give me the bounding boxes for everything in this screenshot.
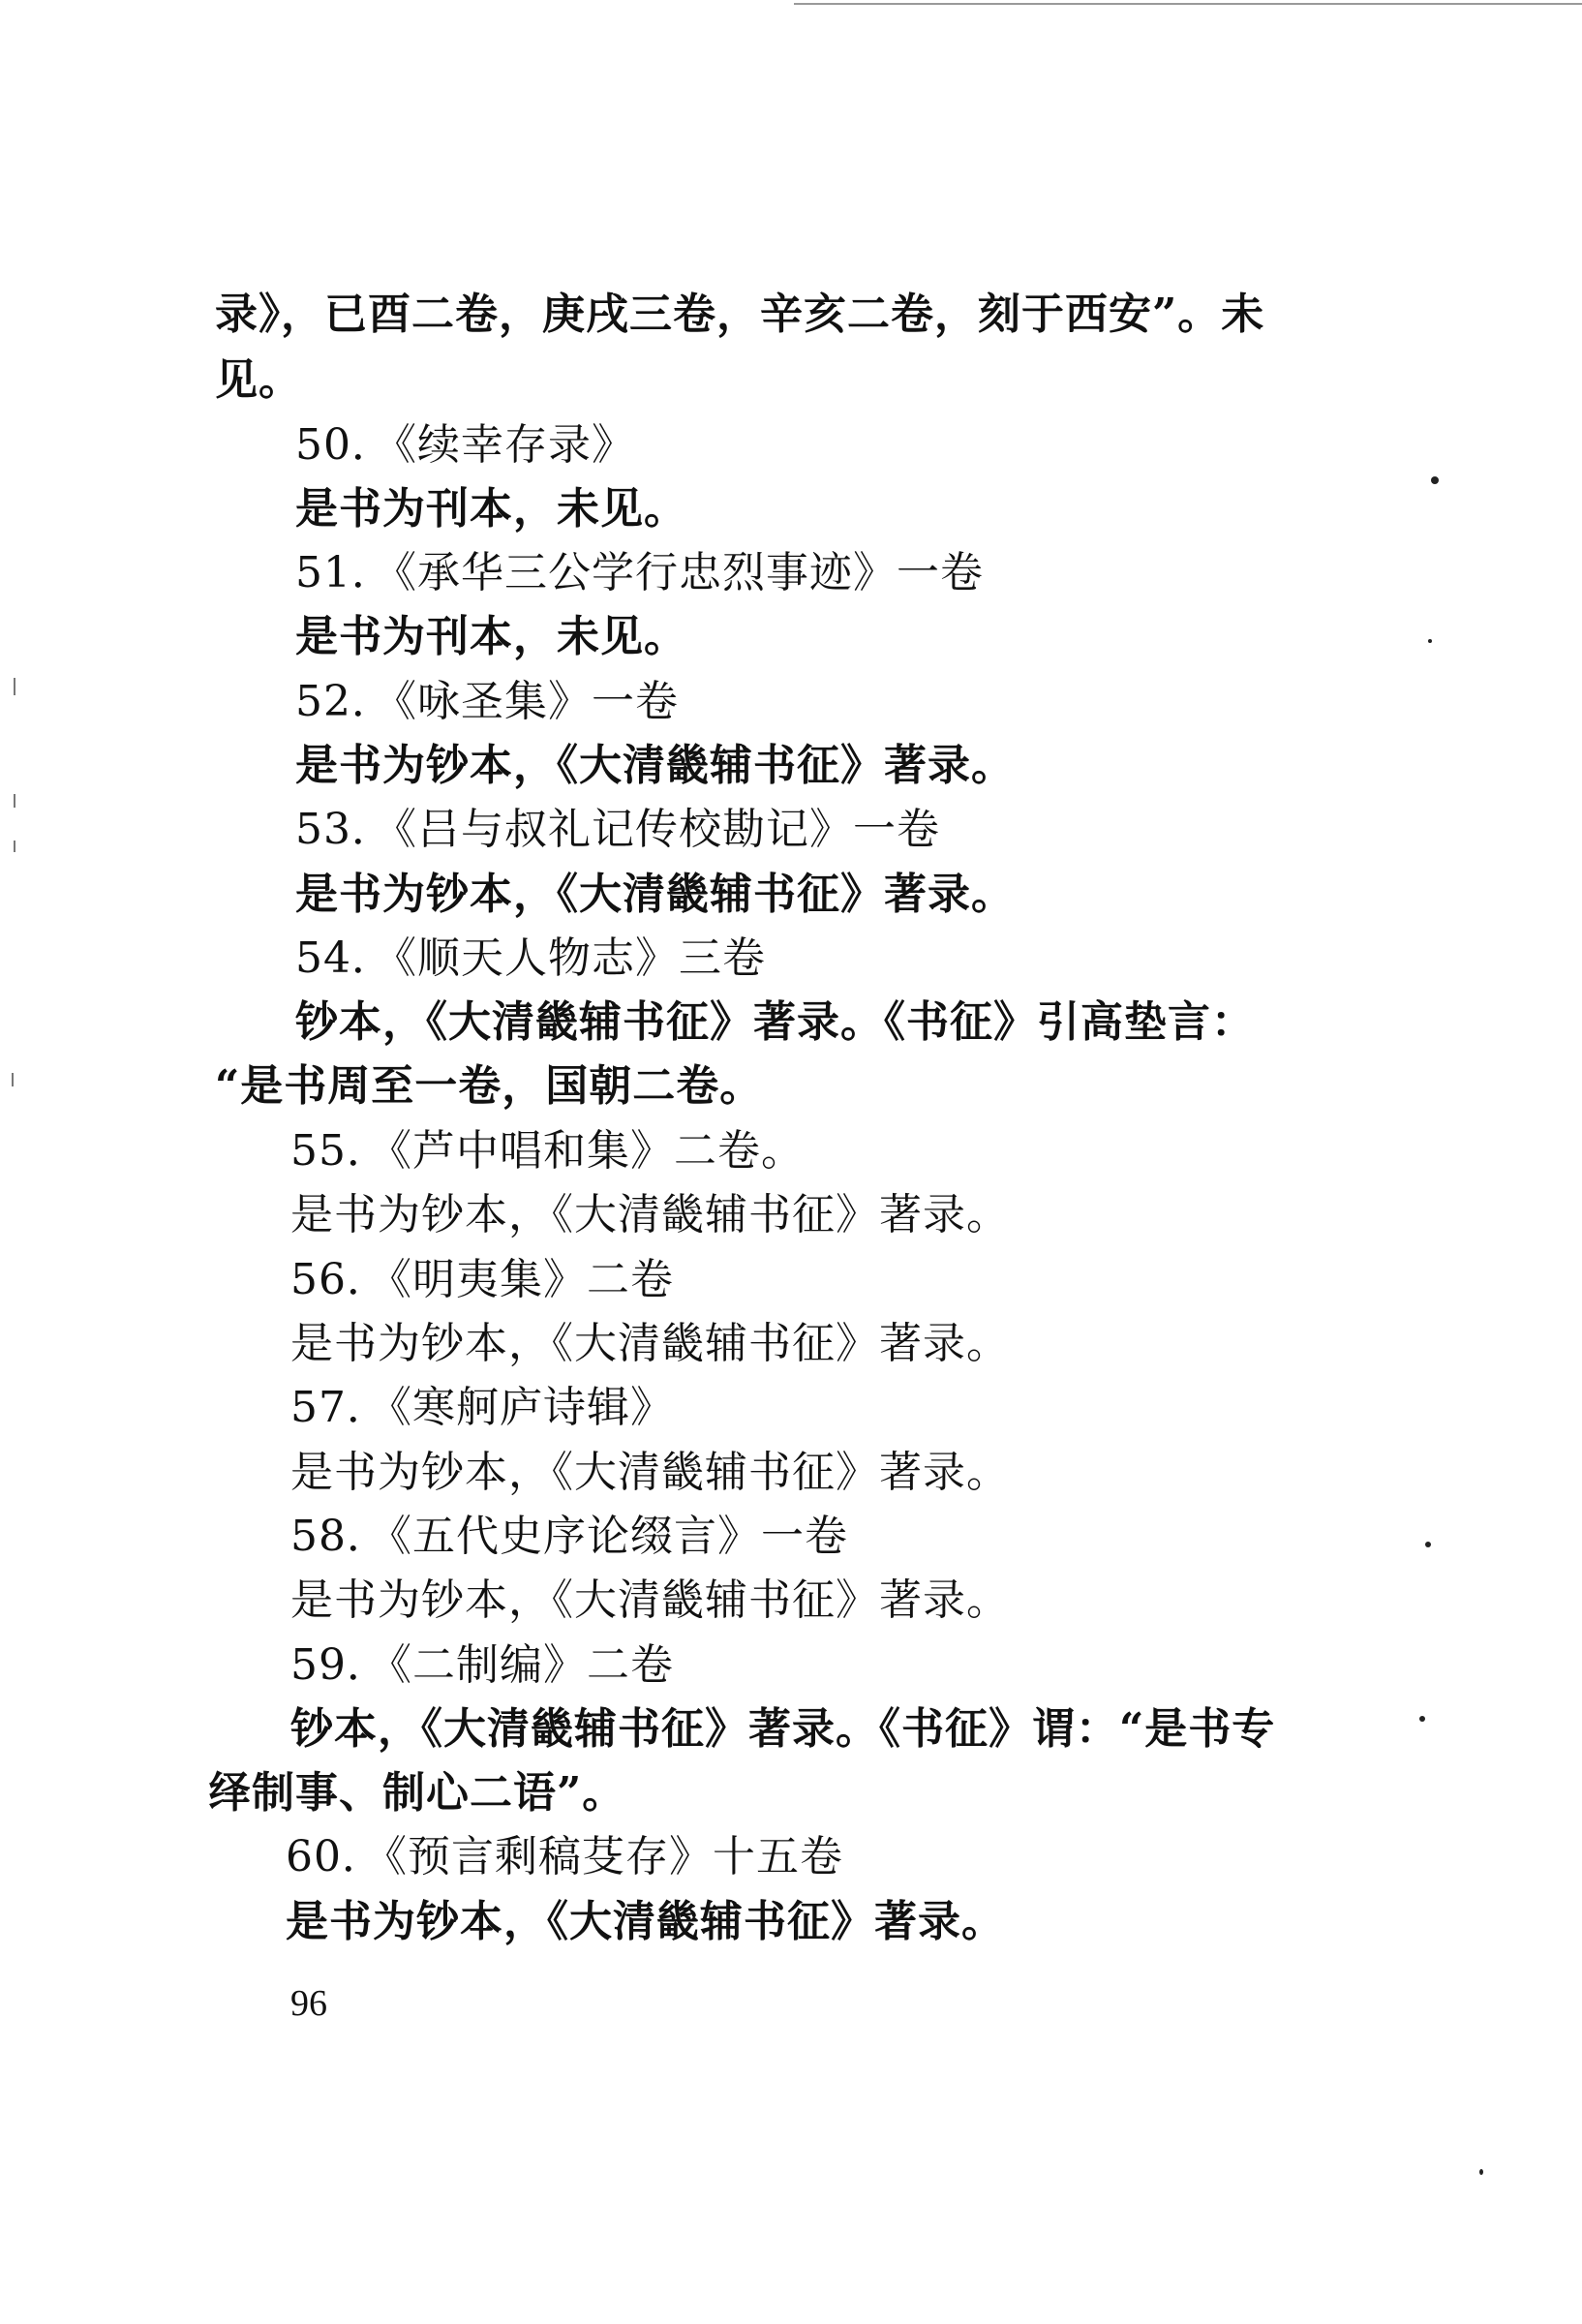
top-rule	[794, 3, 1582, 5]
scan-speck	[1431, 476, 1439, 484]
scan-speck	[1479, 2169, 1483, 2175]
entry-title-60: 60．《预言剩稿芟存》十五卷	[286, 1832, 843, 1881]
entry-title-52: 52．《咏圣集》一卷	[295, 677, 679, 726]
entry-note-57: 是书为钞本，《大清畿辅书征》著录。	[290, 1448, 1010, 1497]
entry-title-59: 59．《二制编》二卷	[290, 1640, 674, 1690]
entry-title-50: 50．《续幸存录》	[295, 420, 635, 470]
margin-mark	[14, 794, 15, 808]
entry-note-55: 是书为钞本，《大清畿辅书征》著录。	[290, 1190, 1010, 1239]
entry-title-57: 57．《寒舸庐诗辑》	[290, 1383, 674, 1432]
margin-mark	[12, 1073, 14, 1086]
entry-note-58: 是书为钞本，《大清畿辅书征》著录。	[290, 1575, 1010, 1625]
entry-note-59-line1: 钞本，《大清畿辅书征》著录。《书征》谓：“是书专	[290, 1704, 1276, 1754]
page-number: 96	[290, 1983, 327, 2024]
entry-note-50: 是书为刊本，未见。	[295, 484, 687, 534]
entry-title-56: 56．《明夷集》二卷	[290, 1255, 674, 1304]
entry-title-53: 53．《吕与叔礼记传校勘记》一卷	[295, 805, 940, 854]
entry-title-58: 58．《五代史序论缀言》一卷	[290, 1512, 848, 1561]
entry-note-51: 是书为刊本，未见。	[295, 612, 687, 661]
scan-speck	[1419, 1716, 1425, 1722]
margin-mark	[14, 841, 15, 852]
entry-note-54-line1: 钞本，《大清畿辅书征》著录。《书征》引高垫言：	[295, 997, 1255, 1047]
entry-note-60: 是书为钞本，《大清畿辅书征》著录。	[286, 1897, 1005, 1946]
text-line-continuation-end: 见。	[215, 355, 302, 405]
text-line-continuation: 录》，已酉二卷，庚戌三卷，辛亥二卷，刻于西安”。未	[215, 290, 1265, 339]
entry-note-52: 是书为钞本，《大清畿辅书征》著录。	[295, 741, 1015, 790]
scan-speck	[1428, 639, 1432, 643]
scan-speck	[1425, 1542, 1431, 1547]
entry-note-56: 是书为钞本，《大清畿辅书征》著录。	[290, 1319, 1010, 1368]
entry-note-59-line2: 绎制事、制心二语”。	[208, 1768, 626, 1818]
entry-note-54-line2: “是书周至一卷，国朝二卷。	[215, 1061, 764, 1111]
entry-title-55: 55．《芦中唱和集》二卷。	[290, 1126, 805, 1176]
entry-note-53: 是书为钞本，《大清畿辅书征》著录。	[295, 870, 1015, 919]
entry-title-51: 51．《承华三公学行忠烈事迹》一卷	[295, 548, 984, 597]
margin-mark	[14, 678, 15, 695]
entry-title-54: 54．《顺天人物志》三卷	[295, 933, 766, 983]
